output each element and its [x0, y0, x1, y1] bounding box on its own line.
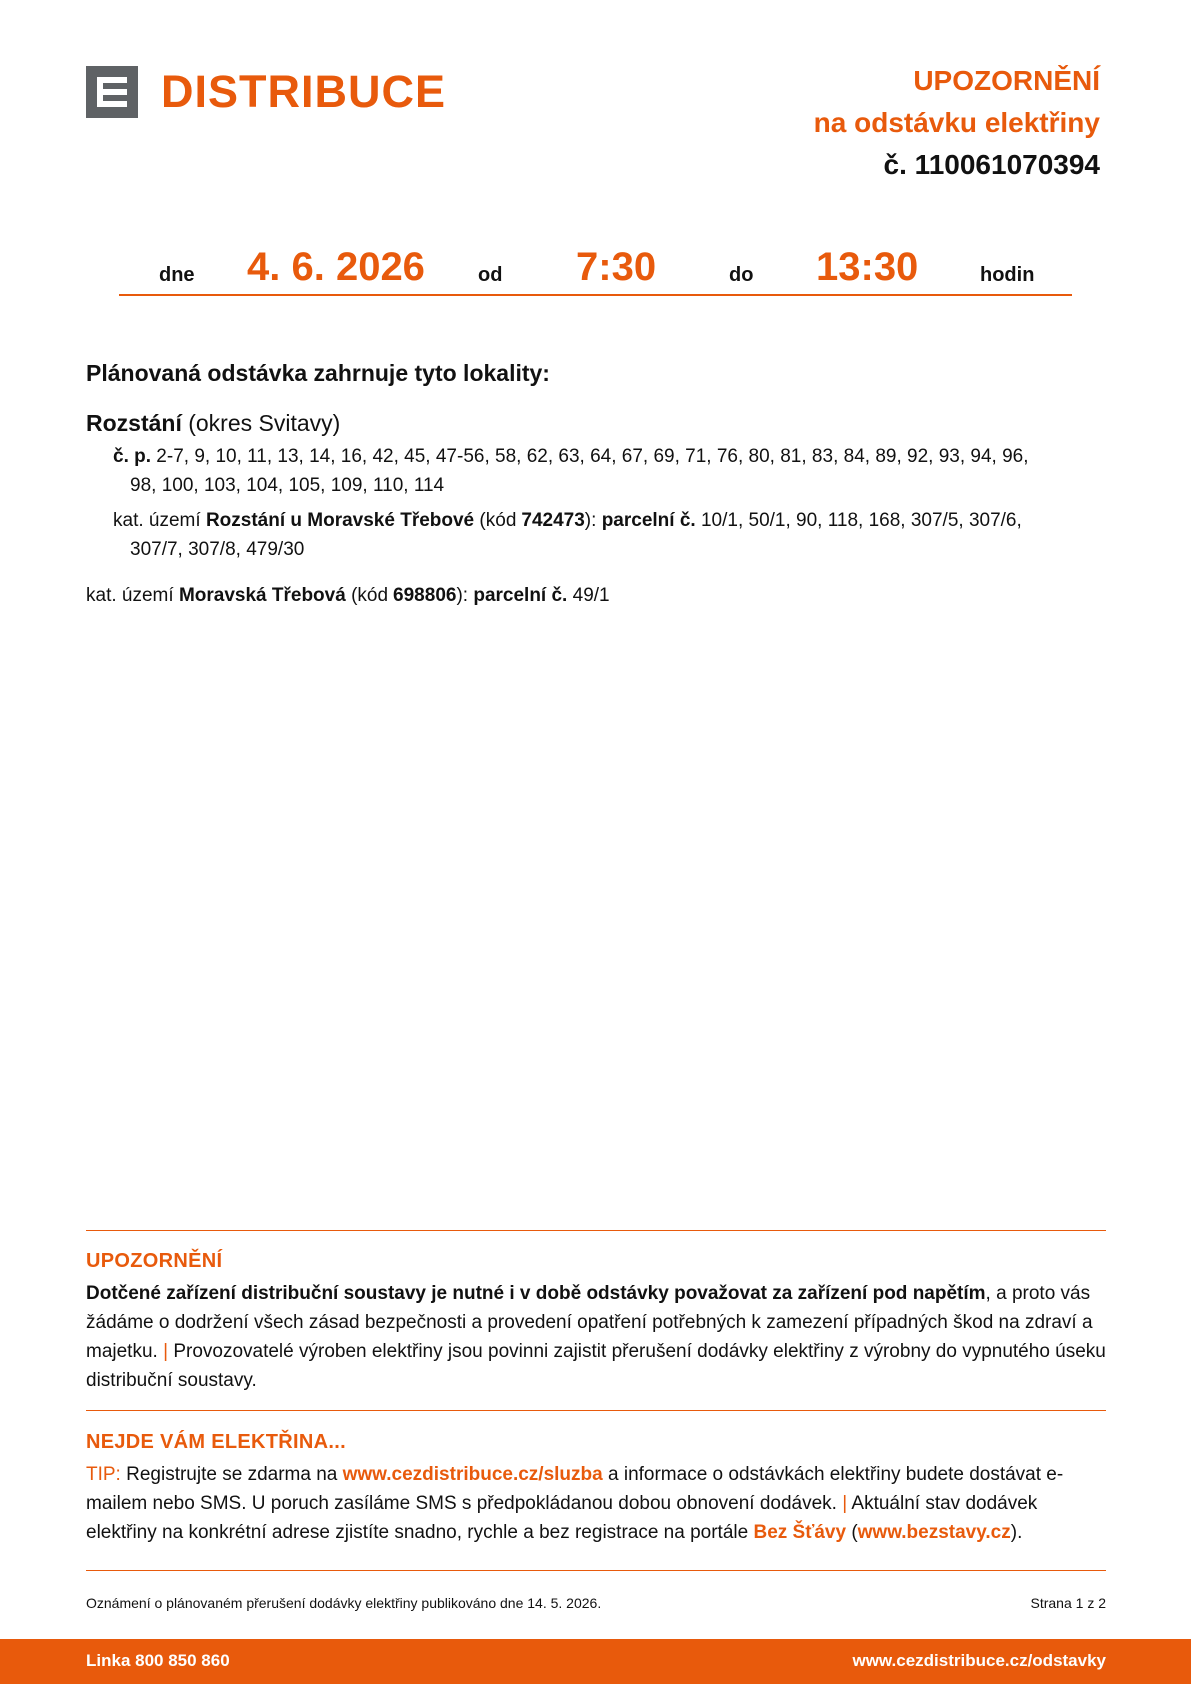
- house-numbers-line2: 98, 100, 103, 104, 105, 109, 110, 114: [130, 475, 445, 496]
- separator: |: [163, 1341, 169, 1362]
- divider: [86, 1570, 1106, 1571]
- parcel-label: parcelní č.: [601, 510, 696, 531]
- logo-text: DISTRIBUCE: [161, 66, 447, 117]
- code-prefix: (kód: [479, 510, 517, 531]
- notice-subtitle: na odstávku elektřiny: [813, 107, 1100, 138]
- warning-text-2: Provozovatelé výroben elektřiny jsou povinni zajistit přerušení dodávky elektřiny z výrobny do vypnutého úseku distribuční soustavy.: [86, 1341, 1106, 1391]
- notice-title: UPOZORNĚNÍ: [913, 65, 1100, 96]
- tip-text: [86, 1460, 1108, 1547]
- parcel-label: parcelní č.: [473, 585, 568, 606]
- warning-text-1: , a proto vás žádáme o dodržení všech zásad bezpečnosti a provedení opatření potřebných k zamezení případných škod na zdraví a majetku.: [86, 1283, 1093, 1362]
- cadastral-area-1: [113, 506, 1022, 535]
- hotline: Linka 800 850 860: [86, 1651, 230, 1670]
- label-from: od: [478, 264, 503, 286]
- divider: [86, 1230, 1106, 1231]
- house-numbers-list: 2-7, 9, 10, 11, 13, 14, 16, 42, 45, 47-56, 58, 62, 63, 64, 67, 69, 71, 76, 80, 81, 83, 84, 89, 92, 93, 94, 96,: [156, 446, 1029, 467]
- date-underline: [119, 294, 1072, 296]
- paren-close: ).: [1010, 1522, 1023, 1543]
- parcel-list: 10/1, 50/1, 90, 118, 168, 307/5, 307/6,: [700, 510, 1022, 531]
- label-hours: hodin: [980, 264, 1035, 286]
- notice-number: č. 110061070394: [883, 149, 1100, 180]
- cadastral-area-2: [86, 581, 610, 610]
- town-district: (okres Svitavy): [188, 410, 341, 436]
- page-number: Strana 1 z 2: [1030, 1595, 1106, 1611]
- label-day: dne: [159, 264, 195, 286]
- tip-text-3: Aktuální stav dodávek elektřiny na konkrétní adrese zjistíte snadno, rychle a bez registrace na portále: [86, 1493, 1038, 1543]
- house-numbers-line1: [113, 442, 1029, 471]
- town-heading: [86, 410, 340, 437]
- town-name: Rozstání: [86, 410, 182, 436]
- separator: |: [842, 1493, 848, 1514]
- warning-bold-text: Dotčené zařízení distribuční soustavy je nutné i v době odstávky považovat za zařízení pod napětím: [86, 1283, 986, 1304]
- logo-mark-icon: [86, 66, 138, 118]
- time-to: 13:30: [816, 245, 919, 289]
- parcel-list: 49/1: [572, 585, 610, 606]
- label-to: do: [729, 264, 754, 286]
- code-prefix: (kód: [351, 585, 389, 606]
- warning-text: [86, 1279, 1108, 1395]
- cadastral-code: 742473: [521, 510, 585, 531]
- cadastral-prefix: kat. území: [86, 585, 174, 606]
- tip-text-2: a informace o odstávkách elektřiny budete dostávat e-mailem nebo SMS. U poruch zasíláme SMS s předpokládanou dobou obnovení dodávek.: [86, 1464, 1064, 1514]
- code-suffix: ):: [456, 585, 469, 606]
- time-from: 7:30: [576, 245, 657, 289]
- cadastral-name: Rozstání u Moravské Třebové: [205, 510, 475, 531]
- paren-open: (: [851, 1522, 858, 1543]
- brand-name: Bez Šťávy: [753, 1522, 847, 1543]
- bezstavy-link[interactable]: www.bezstavy.cz: [857, 1522, 1011, 1543]
- code-suffix: ):: [584, 510, 597, 531]
- tip-label: TIP:: [86, 1464, 121, 1485]
- cadastral-area-1-parcels-line2: 307/7, 307/8, 479/30: [130, 539, 305, 560]
- cadastral-name: Moravská Třebová: [178, 585, 346, 606]
- service-link[interactable]: www.cezdistribuce.cz/sluzba: [342, 1464, 603, 1485]
- locations-title: Plánovaná odstávka zahrnuje tyto lokality:: [86, 360, 550, 386]
- outages-link[interactable]: www.cezdistribuce.cz/odstavky: [852, 1651, 1106, 1670]
- outage-date: 4. 6. 2026: [247, 245, 425, 289]
- tip-title: NEJDE VÁM ELEKTŘINA...: [86, 1431, 346, 1453]
- warning-title: UPOZORNĚNÍ: [86, 1250, 223, 1272]
- cadastral-prefix: kat. území: [113, 510, 201, 531]
- cadastral-code: 698806: [393, 585, 457, 606]
- house-numbers-label: č. p.: [113, 446, 152, 467]
- divider: [86, 1410, 1106, 1411]
- tip-text-1: Registrujte se zdarma na: [126, 1464, 338, 1485]
- publication-note: Oznámení o plánovaném přerušení dodávky elektřiny publikováno dne 14. 5. 2026.: [86, 1595, 602, 1611]
